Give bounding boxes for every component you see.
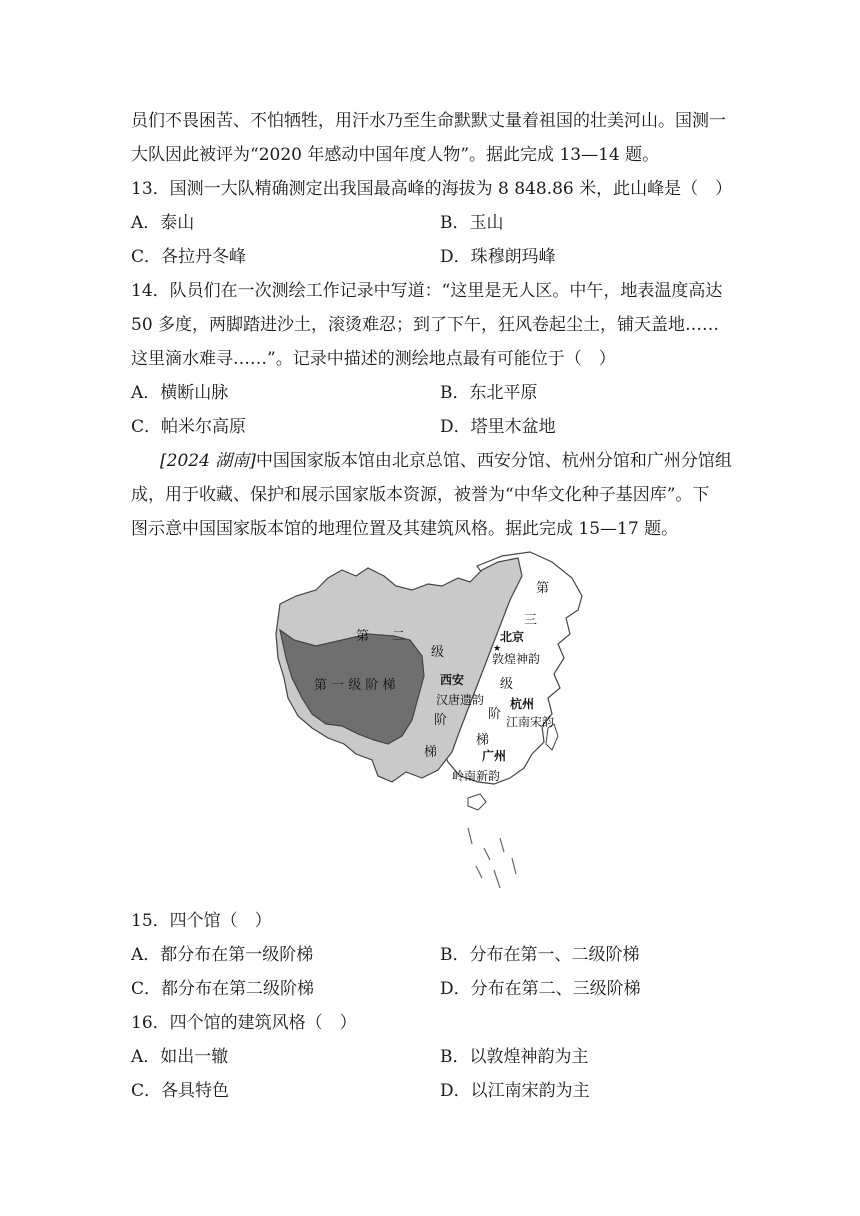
question-14-stem-1: 14．队员们在一次测绘工作记录中写道：“这里是无人区。中午，地表温度高达 [131,281,723,301]
question-16-stem: 16．四个馆的建筑风格（ ） [131,1013,357,1033]
tier-three-label-4: 阶 [488,707,502,722]
passage-text-1: 中国国家版本馆由北京总馆、西安分馆、杭州分馆和广州分馆组 [255,451,732,471]
intro-line-1: 员们不畏困苦、不怕牺牲，用汗水乃至生命默默丈量着祖国的壮美河山。国测一 [131,111,726,131]
beijing-style-label: 敦煌神韵 [492,652,541,666]
q14-option-b: B．东北平原 [440,383,538,403]
q14-option-a: A．横断山脉 [131,383,229,403]
xian-style-label: 汉唐遗韵 [436,693,485,707]
q15-option-c: C．都分布在第二级阶梯 [131,979,315,999]
south-china-sea-islands [468,828,516,888]
tier-three-label-3: 级 [500,677,514,692]
passage-line-1 [160,450,732,472]
q16-option-c: C．各具特色 [131,1081,230,1101]
question-14-stem-3: 这里滴水难寻……”。记录中描述的测绘地点最有可能位于（ ） [131,349,616,369]
tier-three-label-2: 三 [524,613,538,628]
guangzhou-label: 广州 [482,749,507,763]
q15-option-b: B．分布在第一、二级阶梯 [440,945,640,965]
intro-line-2: 大队因此被评为“2020 年感动中国年度人物”。据此完成 13—14 题。 [131,145,660,165]
q16-option-d: D．以江南宋韵为主 [440,1081,590,1101]
tier-two-label-5: 梯 [424,745,438,760]
xian-label: 西安 [440,673,465,687]
question-14-stem-2: 50 多度，两脚踏进沙土，滚烫难忍；到了下午，狂风卷起尘土，铺天盖地…… [131,315,720,335]
tier-two-label-1: 第 [356,629,370,644]
tier-two-label-3: 级 [431,645,445,660]
q14-option-c: C．帕米尔高原 [131,417,247,437]
beijing-label: 北京 [500,630,525,644]
q13-option-c: C．各拉丹冬峰 [131,247,247,267]
q13-option-a: A．泰山 [131,213,195,233]
q14-option-d: D．塔里木盆地 [440,417,556,437]
q16-option-a: A．如出一辙 [131,1047,229,1067]
hangzhou-style-label: 江南宋韵 [506,715,555,729]
china-terrain-map [272,548,602,900]
guangzhou-style-label: 岭南新韵 [452,769,501,783]
q13-option-b: B．玉山 [440,213,504,233]
question-13-stem: 13．国测一大队精确测定出我国最高峰的海拔为 8 848.86 米，此山峰是（ ） [131,179,733,199]
tier-two-label-2: 二 [392,629,406,644]
q15-option-a: A．都分布在第一级阶梯 [131,945,314,965]
source-tag: [2024 湖南] [160,451,256,471]
question-15-stem: 15．四个馆（ ） [131,911,272,931]
tier-three-label-1: 第 [536,581,550,596]
tier-three-label-5: 梯 [476,733,490,748]
tier-one-label: 第 一 级 阶 梯 [314,678,396,693]
q15-option-d: D．分布在第二、三级阶梯 [440,979,641,999]
q13-option-d: D．珠穆朗玛峰 [440,247,556,267]
hainan-island [468,794,486,810]
tier-two-label-4: 阶 [434,713,448,728]
passage-line-2: 成，用于收藏、保护和展示国家版本资源，被誉为“中华文化种子基因库”。下 [131,485,710,505]
q16-option-b: B．以敦煌神韵为主 [440,1047,589,1067]
passage-line-3: 图示意中国国家版本馆的地理位置及其建筑风格。据此完成 15—17 题。 [131,519,679,539]
hangzhou-label: 杭州 [510,697,535,711]
beijing-star-icon: ★ [493,644,502,654]
